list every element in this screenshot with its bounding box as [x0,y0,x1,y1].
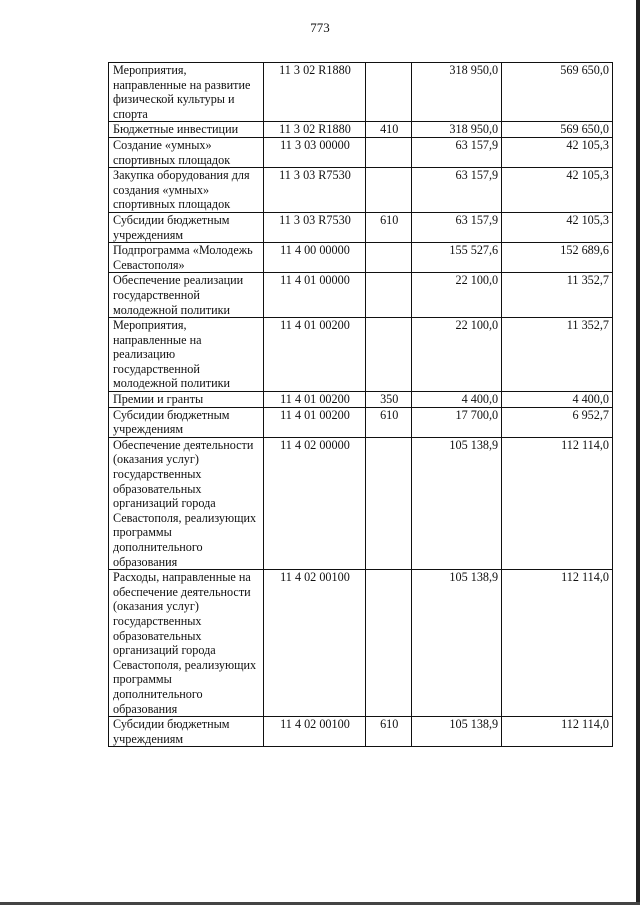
cell-amount-1: 4 400,0 [412,392,502,408]
table-row [109,437,613,569]
cell-amount-2: 112 114,0 [502,570,613,717]
cell-name: Субсидии бюджетным учреждениям [109,717,264,747]
cell-amount-1: 105 138,9 [412,437,502,569]
cell-name: Мероприятия, направленные на реализацию государственной молодежной политики [109,318,264,392]
cell-expense-type [366,243,412,273]
cell-expense-type: 610 [366,717,412,747]
cell-amount-1: 318 950,0 [412,122,502,138]
cell-amount-1: 22 100,0 [412,273,502,318]
table-row [109,168,613,213]
cell-expense-type [366,318,412,392]
cell-amount-1: 318 950,0 [412,63,502,122]
table-row [109,570,613,717]
cell-amount-2: 4 400,0 [502,392,613,408]
table-row [109,392,613,408]
cell-expense-type: 610 [366,407,412,437]
table-row [109,243,613,273]
cell-amount-1: 22 100,0 [412,318,502,392]
cell-code: 11 4 01 00000 [263,273,365,318]
cell-expense-type: 610 [366,212,412,242]
cell-amount-2: 42 105,3 [502,212,613,242]
cell-amount-2: 6 952,7 [502,407,613,437]
cell-code: 11 4 02 00100 [263,570,365,717]
cell-amount-1: 17 700,0 [412,407,502,437]
cell-amount-1: 63 157,9 [412,137,502,167]
cell-name: Бюджетные инвестиции [109,122,264,138]
cell-expense-type: 410 [366,122,412,138]
table-row [109,122,613,138]
cell-amount-2: 152 689,6 [502,243,613,273]
cell-code: 11 4 00 00000 [263,243,365,273]
cell-expense-type [366,137,412,167]
cell-name: Создание «умных» спортивных площадок [109,137,264,167]
cell-code: 11 4 01 00200 [263,407,365,437]
cell-amount-2: 42 105,3 [502,137,613,167]
table-row [109,63,613,122]
cell-code: 11 4 02 00000 [263,437,365,569]
cell-code: 11 3 03 R7530 [263,212,365,242]
cell-name: Расходы, направленные на обеспечение деятельности (оказания услуг) государственных образовательных организаций города Севастополя, реализующих программы дополнительного образования [109,570,264,717]
cell-amount-2: 112 114,0 [502,437,613,569]
cell-name: Субсидии бюджетным учреждениям [109,407,264,437]
table-row [109,407,613,437]
cell-amount-2: 11 352,7 [502,318,613,392]
cell-expense-type [366,168,412,213]
cell-amount-1: 63 157,9 [412,168,502,213]
cell-amount-1: 105 138,9 [412,717,502,747]
cell-name: Обеспечение деятельности (оказания услуг) государственных образовательных организаций города Севастополя, реализующих программы дополнительного образования [109,437,264,569]
cell-expense-type [366,570,412,717]
table-row [109,137,613,167]
cell-name: Обеспечение реализации государственной молодежной политики [109,273,264,318]
cell-code: 11 4 01 00200 [263,318,365,392]
cell-name: Премии и гранты [109,392,264,408]
table-row [109,212,613,242]
cell-name: Субсидии бюджетным учреждениям [109,212,264,242]
table-row [109,717,613,747]
cell-code: 11 3 03 R7530 [263,168,365,213]
scan-edge-right [636,0,640,905]
cell-amount-2: 11 352,7 [502,273,613,318]
cell-code: 11 4 02 00100 [263,717,365,747]
table-row [109,273,613,318]
cell-expense-type [366,437,412,569]
cell-amount-1: 63 157,9 [412,212,502,242]
cell-amount-2: 569 650,0 [502,122,613,138]
page-number: 773 [310,20,330,35]
cell-code: 11 3 02 R1880 [263,122,365,138]
cell-name: Подпрограмма «Молодежь Севастополя» [109,243,264,273]
cell-amount-1: 105 138,9 [412,570,502,717]
budget-table [108,62,613,747]
cell-expense-type [366,273,412,318]
cell-code: 11 4 01 00200 [263,392,365,408]
cell-expense-type [366,63,412,122]
cell-amount-2: 569 650,0 [502,63,613,122]
cell-code: 11 3 03 00000 [263,137,365,167]
cell-code: 11 3 02 R1880 [263,63,365,122]
cell-amount-2: 112 114,0 [502,717,613,747]
cell-name: Мероприятия, направленные на развитие физической культуры и спорта [109,63,264,122]
cell-amount-1: 155 527,6 [412,243,502,273]
cell-amount-2: 42 105,3 [502,168,613,213]
cell-expense-type: 350 [366,392,412,408]
cell-name: Закупка оборудования для создания «умных» спортивных площадок [109,168,264,213]
table-row [109,318,613,392]
